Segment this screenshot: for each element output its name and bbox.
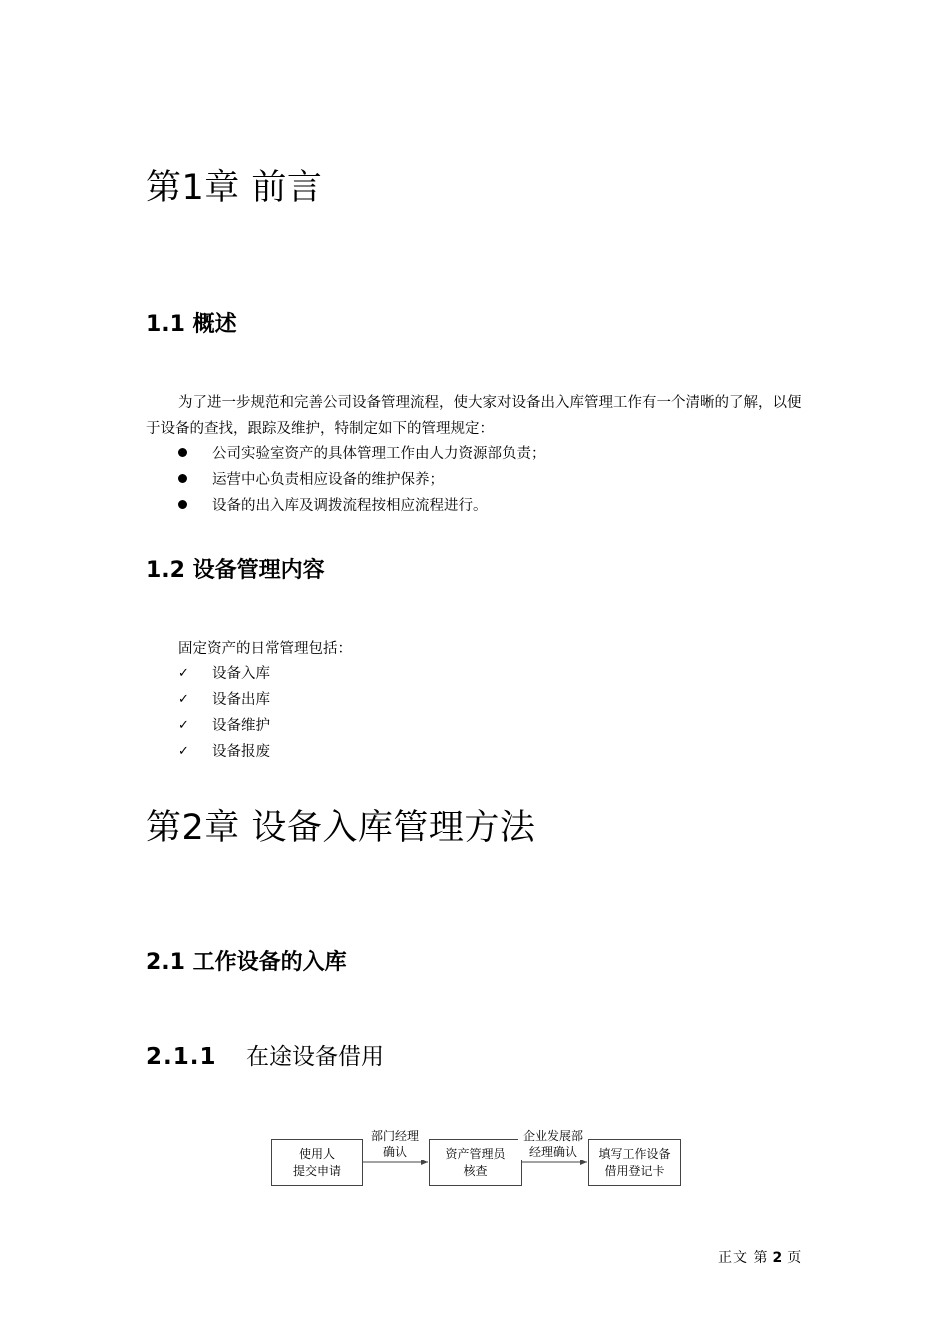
- checkmark-icon: ✓: [178, 718, 189, 733]
- section-title: 在途设备借用: [246, 1044, 384, 1070]
- node-text: 借用登记卡: [604, 1163, 665, 1178]
- list-item-text: 设备维护: [212, 718, 270, 734]
- section-number: 2.1.1: [146, 1044, 217, 1070]
- bullet-dot-icon: [178, 441, 212, 467]
- checkmark-icon: ✓: [178, 666, 189, 681]
- list-item: [178, 739, 270, 765]
- bullet-dot-icon: [178, 467, 212, 493]
- section-1-1-paragraph: [146, 390, 806, 442]
- chapter-2-heading: 第2章 设备入库管理方法: [146, 808, 536, 848]
- section-1-2-check-list: [178, 661, 270, 765]
- chapter-1-heading: 第1章 前言: [146, 168, 323, 208]
- flow-node-registration-card: [588, 1139, 681, 1186]
- edge-label-text: 经理确认: [528, 1145, 577, 1159]
- edge-label-text: 部门经理: [370, 1129, 419, 1143]
- list-item-text: 设备出库: [212, 692, 270, 708]
- footer-prefix: 正文 第: [718, 1250, 769, 1266]
- node-text: 使用人: [298, 1146, 335, 1161]
- list-item: [178, 493, 546, 519]
- checkmark-icon: ✓: [178, 692, 189, 707]
- edge-label-text: 确认: [382, 1145, 407, 1159]
- paragraph-text: 为了进一步规范和完善公司设备管理流程，使大家对设备出入库管理工作有一个清晰的了解，以便于设备的查找，跟踪及维护，特制定如下的管理规定：: [146, 395, 802, 437]
- footer-suffix: 页: [787, 1250, 803, 1266]
- flow-node-asset-manager: [429, 1139, 522, 1186]
- node-text: 提交申请: [292, 1163, 341, 1178]
- flow-edge-label-1: [364, 1128, 426, 1160]
- list-item-text: 设备报废: [212, 744, 270, 760]
- checkmark-icon: ✓: [178, 744, 189, 759]
- list-item: [178, 441, 546, 467]
- bullet-dot-icon: [178, 493, 212, 519]
- page-footer: [718, 1247, 802, 1267]
- node-text: 填写工作设备: [598, 1146, 671, 1161]
- section-1-2-intro: 固定资产的日常管理包括：: [178, 641, 352, 657]
- section-2-1-1-heading: [146, 1038, 384, 1071]
- list-item: [178, 467, 546, 493]
- section-1-1-heading: 1.1 概述: [146, 312, 237, 337]
- edge-label-text: 企业发展部: [522, 1129, 583, 1143]
- list-item-text: 设备入库: [212, 666, 270, 682]
- node-text: 资产管理员: [445, 1146, 506, 1161]
- list-item: [178, 713, 270, 739]
- section-1-2-heading: 1.2 设备管理内容: [146, 558, 325, 583]
- page-number: 2: [772, 1250, 784, 1266]
- node-text: 核查: [463, 1163, 488, 1178]
- list-item: [178, 687, 270, 713]
- list-item-text: 运营中心负责相应设备的维护保养；: [212, 472, 444, 488]
- list-item: [178, 661, 270, 687]
- flow-edge-label-2: [518, 1128, 588, 1160]
- section-1-1-bullet-list: [178, 441, 546, 519]
- section-2-1-heading: 2.1 工作设备的入库: [146, 950, 347, 975]
- flow-node-applicant: [271, 1139, 363, 1186]
- list-item-text: 公司实验室资产的具体管理工作由人力资源部负责；: [212, 446, 546, 462]
- list-item-text: 设备的出入库及调拨流程按相应流程进行。: [212, 498, 488, 514]
